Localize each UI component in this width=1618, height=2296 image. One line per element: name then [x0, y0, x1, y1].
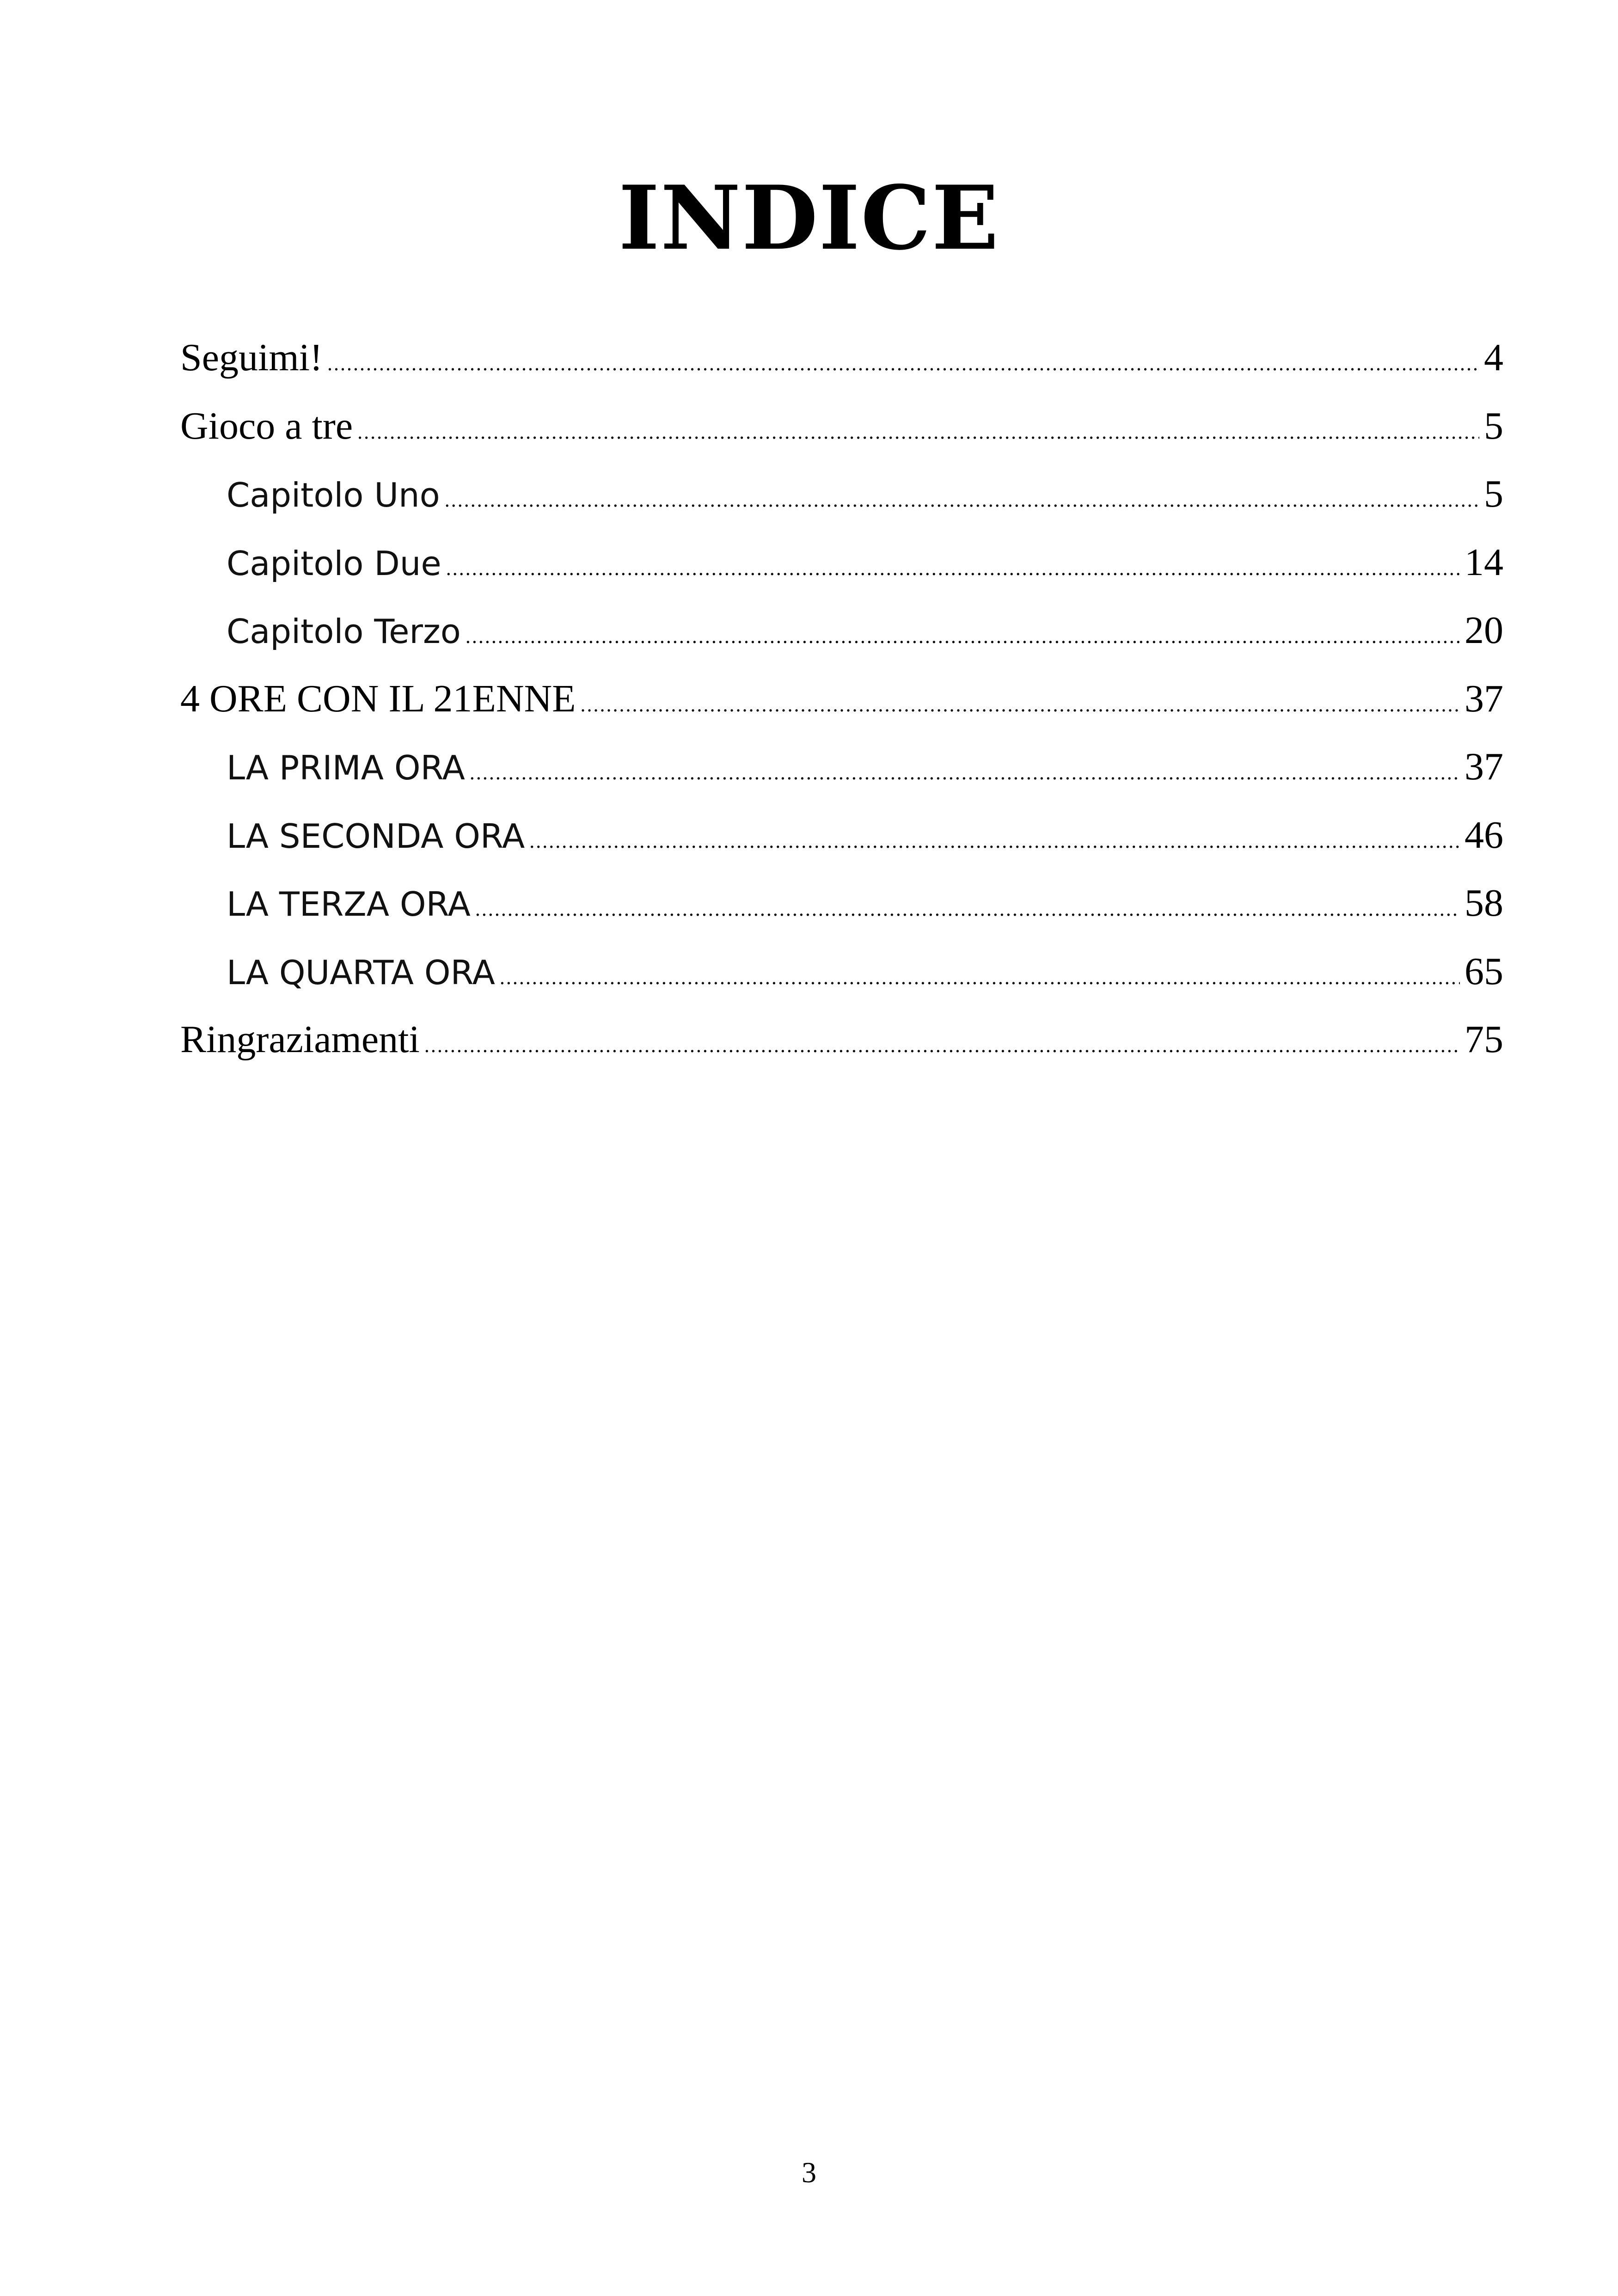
toc-entry-page: 14 [1465, 540, 1503, 584]
toc-entry-title: Capitolo Due [227, 544, 441, 583]
toc-entry-page: 58 [1465, 882, 1503, 925]
toc-entry-title: Seguimi! [180, 336, 323, 379]
toc-dot-leader [529, 831, 1460, 851]
toc-entry-ringraziamenti[interactable] [180, 1005, 1503, 1074]
toc-entry-capitolo-uno[interactable] [180, 460, 1503, 528]
toc-entry-title: Capitolo Uno [227, 476, 440, 514]
toc-entry-gioco-a-tre[interactable] [180, 392, 1503, 460]
toc-entry-page: 37 [1465, 745, 1503, 788]
toc-entry-title: LA TERZA ORA [227, 885, 471, 924]
toc-entry-page: 75 [1465, 1018, 1503, 1061]
toc-entry-la-prima-ora[interactable] [180, 733, 1503, 801]
toc-entry-title: Gioco a tre [180, 404, 353, 447]
table-of-contents [180, 324, 1503, 1074]
toc-entry-seguimi[interactable] [180, 324, 1503, 392]
toc-entry-page: 5 [1484, 404, 1503, 447]
page-title: INDICE [618, 166, 1000, 270]
toc-entry-page: 65 [1465, 949, 1503, 993]
toc-entry-la-seconda-ora[interactable] [180, 801, 1503, 869]
toc-entry-page: 4 [1484, 336, 1503, 379]
toc-entry-la-quarta-ora[interactable] [180, 937, 1503, 1006]
toc-entry-title: LA QUARTA ORA [227, 953, 495, 992]
toc-entry-title: Ringraziamenti [180, 1018, 420, 1061]
toc-dot-leader [470, 763, 1460, 783]
toc-entry-page: 20 [1465, 609, 1503, 652]
toc-entry-page: 46 [1465, 813, 1503, 857]
toc-entry-page: 5 [1484, 472, 1503, 515]
toc-entry-4-ore-con-il-21enne[interactable] [180, 665, 1503, 733]
toc-entry-capitolo-due[interactable] [180, 528, 1503, 597]
toc-dot-leader [580, 695, 1460, 715]
toc-entry-title: 4 ORE CON IL 21ENNE [180, 677, 576, 720]
toc-entry-title: LA SECONDA ORA [227, 816, 525, 856]
toc-dot-leader [446, 558, 1460, 579]
toc-dot-leader [327, 354, 1479, 374]
toc-dot-leader [357, 422, 1479, 442]
toc-entry-title: Capitolo Terzo [227, 612, 461, 651]
toc-dot-leader [500, 967, 1460, 988]
toc-entry-page: 37 [1465, 677, 1503, 720]
toc-dot-leader [475, 899, 1460, 919]
page-number: 3 [802, 2156, 816, 2189]
toc-entry-title: LA PRIMA ORA [227, 748, 465, 787]
toc-entry-capitolo-terzo[interactable] [180, 596, 1503, 665]
toc-dot-leader [424, 1035, 1460, 1056]
toc-dot-leader [445, 490, 1479, 510]
toc-entry-la-terza-ora[interactable] [180, 869, 1503, 937]
toc-dot-leader [466, 626, 1460, 647]
